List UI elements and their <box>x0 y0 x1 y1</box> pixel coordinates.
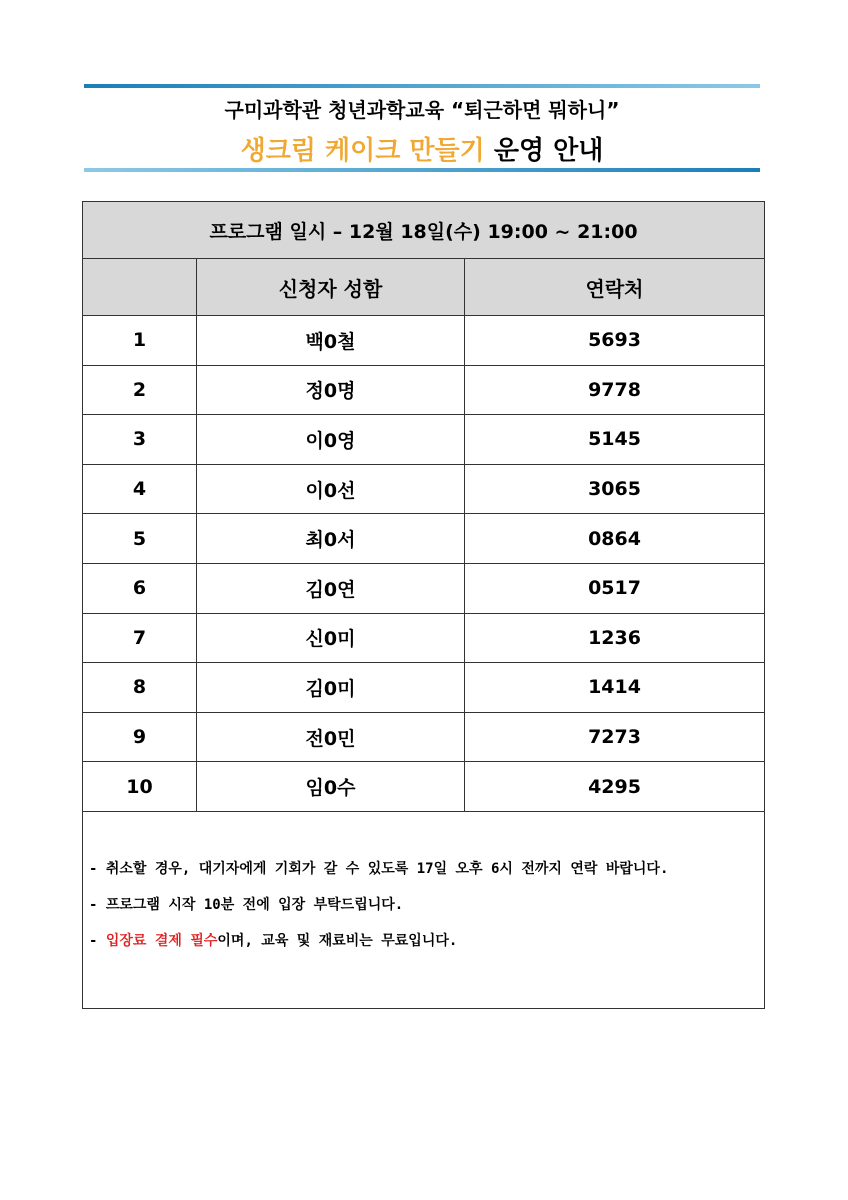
title-rest: 운영 안내 <box>484 136 604 166</box>
table-row <box>83 613 765 663</box>
row-number: 5 <box>83 514 197 564</box>
row-contact: 0517 <box>465 563 765 613</box>
row-contact: 5145 <box>465 415 765 465</box>
row-contact: 9778 <box>465 365 765 415</box>
row-number: 6 <box>83 563 197 613</box>
title-line-1: 구미과학관 청년과학교육 “퇴근하면 뭐하니” <box>224 98 620 122</box>
row-name: 김0연 <box>197 563 465 613</box>
header-number <box>83 259 197 316</box>
row-name: 전0민 <box>197 712 465 762</box>
row-name: 이0선 <box>197 464 465 514</box>
participant-table-wrapper <box>82 201 764 1009</box>
note-arrival: - 프로그램 시작 10분 전에 입장 부탁드립니다. <box>89 896 404 913</box>
table-row <box>83 365 765 415</box>
row-number: 9 <box>83 712 197 762</box>
notes-list <box>83 812 764 950</box>
row-name: 임0수 <box>197 762 465 812</box>
header-name: 신청자 성함 <box>197 259 465 316</box>
title-bottom-rule <box>84 168 760 172</box>
row-number: 7 <box>83 613 197 663</box>
table-row <box>83 712 765 762</box>
title-line-2 <box>84 130 760 167</box>
row-name: 신0미 <box>197 613 465 663</box>
note-fee-rest: 이며, 교육 및 재료비는 무료입니다. <box>217 932 458 949</box>
row-contact: 1414 <box>465 663 765 713</box>
title-top-rule <box>84 84 760 88</box>
row-contact: 7273 <box>465 712 765 762</box>
row-name: 정0명 <box>197 365 465 415</box>
table-row <box>83 415 765 465</box>
table-header-row <box>83 259 765 316</box>
header-contact: 연락처 <box>465 259 765 316</box>
row-name: 백0철 <box>197 316 465 366</box>
program-info-row <box>83 202 765 259</box>
table-row <box>83 762 765 812</box>
note-fee-prefix: - <box>89 932 106 949</box>
table-row <box>83 464 765 514</box>
notes-cell <box>83 811 765 1008</box>
note-fee <box>89 930 764 950</box>
program-info-cell: 프로그램 일시 – 12월 18일(수) 19:00 ~ 21:00 <box>83 202 765 259</box>
row-number: 8 <box>83 663 197 713</box>
row-contact: 0864 <box>465 514 765 564</box>
row-contact: 3065 <box>465 464 765 514</box>
note-cancellation: - 취소할 경우, 대기자에게 기회가 갈 수 있도록 17일 오후 6시 전까지 연락 바랍니다. <box>89 860 669 877</box>
table-row <box>83 316 765 366</box>
table-row <box>83 663 765 713</box>
row-name: 최0서 <box>197 514 465 564</box>
document-title-block <box>84 84 760 174</box>
table-row <box>83 514 765 564</box>
participant-table <box>82 201 765 1009</box>
row-number: 2 <box>83 365 197 415</box>
row-contact: 5693 <box>465 316 765 366</box>
row-number: 1 <box>83 316 197 366</box>
note-fee-required: 입장료 결제 필수 <box>105 932 218 949</box>
table-row <box>83 563 765 613</box>
row-number: 3 <box>83 415 197 465</box>
row-contact: 4295 <box>465 762 765 812</box>
row-number: 4 <box>83 464 197 514</box>
row-contact: 1236 <box>465 613 765 663</box>
row-number: 10 <box>83 762 197 812</box>
row-name: 김0미 <box>197 663 465 713</box>
row-name: 이0영 <box>197 415 465 465</box>
title-highlight: 생크림 케이크 만들기 <box>240 136 485 166</box>
notes-row <box>83 811 765 1008</box>
